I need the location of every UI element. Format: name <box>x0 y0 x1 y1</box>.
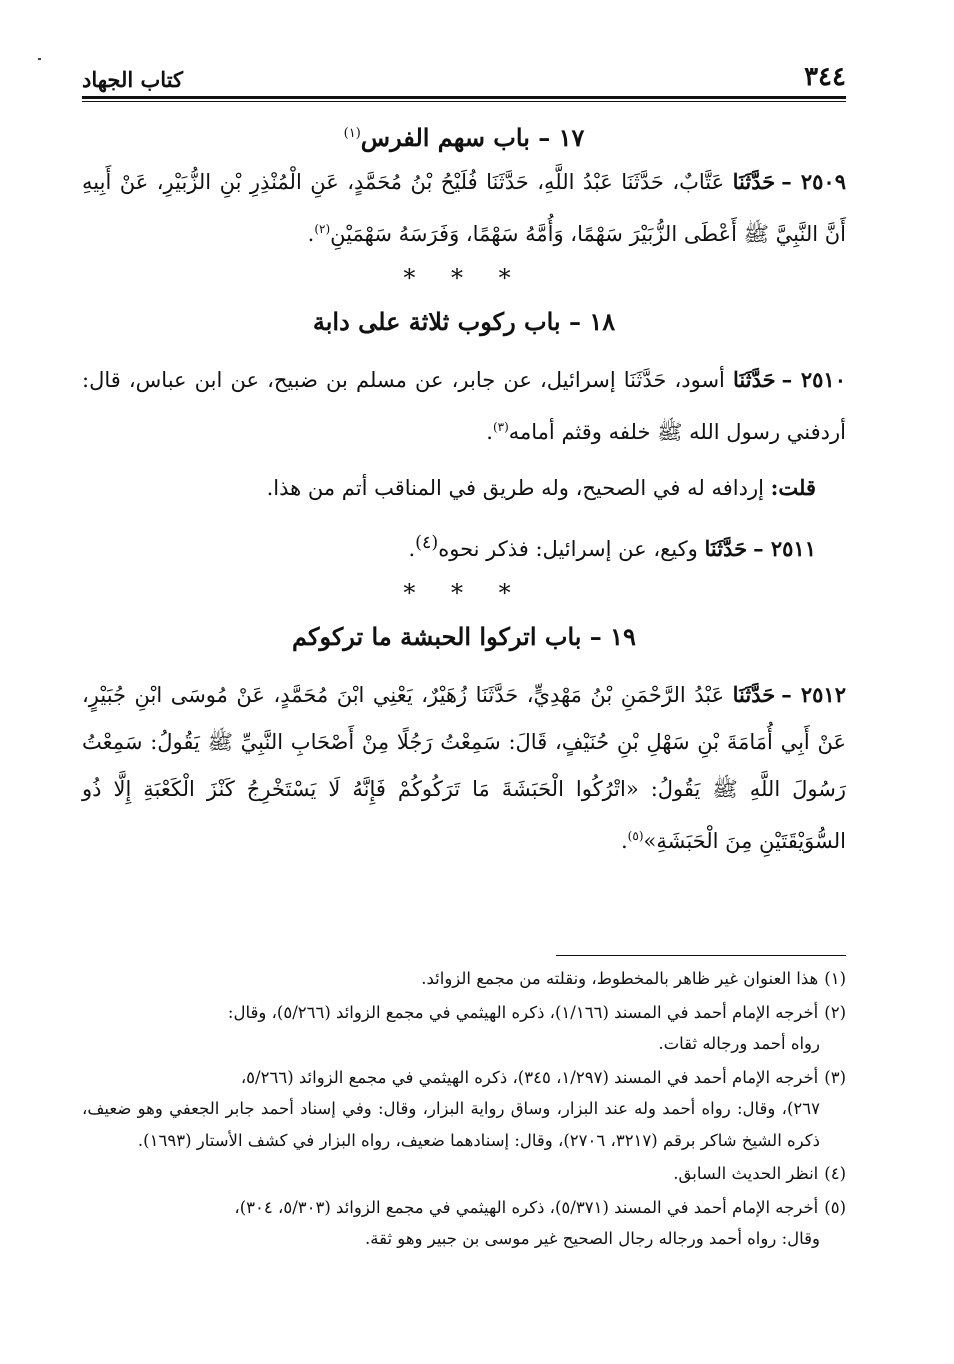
section-separator: * * * <box>403 264 525 292</box>
chapter-title-19-text: ١٩ – باب اتركوا الحبشة ما تركوكم <box>292 622 636 651</box>
narration-word: حَدَّثَنَا <box>704 536 748 561</box>
hadith-number: ٢٥١١ – <box>753 536 816 561</box>
footnotes <box>82 963 846 1257</box>
footnote-1 <box>82 963 846 995</box>
narration-word: حَدَّثَنَا <box>732 169 776 194</box>
footnote-rule <box>556 955 846 956</box>
footnote-text: انظر الحديث السابق. <box>673 1164 819 1183</box>
hadith-number: ٢٥١٢ – <box>781 682 846 707</box>
book-title: كتاب الجهاد <box>82 67 184 92</box>
header-rule-thick <box>82 96 846 99</box>
main-text <box>82 110 846 865</box>
footnote-ref-1: (١) <box>343 126 361 141</box>
hadith-end: . <box>307 222 315 246</box>
header-rule-thin <box>82 101 846 102</box>
footnote-number: (٢) <box>824 1002 846 1022</box>
footnote-number: (٤) <box>824 1164 846 1183</box>
footnote-continuation: ٢٦٧)، وقال: رواه أحمد وله عند البزار، وساق رواية البزار، وقال: وفي إسناد أحمد جابر الجعفي وهو ضعيف، ذكره الشيخ شاكر برقم (٣٢١٧، ٢٧٠٦)، وقال: إسنادهما ضعيف، رواه البزار في كشف الأستار (١٦٩٣). <box>82 1099 820 1150</box>
hadith-2511: ٢٥١١ –حَدَّثَنَا وكيع، عن إسرائيل: فذكر نحوه$^{(٤)}$. <box>408 533 816 561</box>
footnote-ref-4: (٤) <box>415 533 439 553</box>
page-number: ٣٤٤ <box>804 62 846 92</box>
spacer <box>82 661 846 671</box>
scan-mark <box>38 58 41 60</box>
footnote-2 <box>82 997 846 1060</box>
footnote-text: أخرجه الإمام أحمد في المسند (٥/٣٧١)، ذكره الهيثمي في مجمع الزوائد (٥/٣٠٣، ٣٠٤)، <box>234 1197 819 1217</box>
hadith-2512: ٢٥١٢ –حَدَّثَنَا عَبْدُ الرَّحْمَنِ بْنُ مَهْدِيٍّ، حَدَّثَنَا زُهَيْرٌ، يَعْنِي ابْنَ مُحَمَّدٍ، عَنْ مُوسَى ابْنِ جُبَيْرٍ، عَنْ أَبِي أُمَامَةَ بْنِ سَهْلِ بْنِ حُنَيْفٍ، قَالَ: سَمِعْتُ رَجُلًا مِنْ أَصْحَابِ النَّبِيِّ ﷺ يَقُولُ: سَمِعْتُ رَسُولَ اللَّهِ ﷺ يَقُولُ: «اتْرُكُوا الْحَبَشَةَ مَا تَرَكُوكُمْ فَإِنَّهُ لَا يَسْتَخْرِجُ كَنْزَ الْكَعْبَةِ إِلَّا ذُو السُّوَيْقَتَيْنِ مِنَ الْحَبَشَةِ»$^{(٥)}$. <box>82 682 846 853</box>
footnote-number: (٥) <box>824 1197 846 1217</box>
hadith-number: ٢٥١٠ – <box>781 367 846 392</box>
section-separator: * * * <box>403 579 525 607</box>
hadith-text: عَبْدُ الرَّحْمَنِ بْنُ مَهْدِيٍّ، حَدَّثَنَا زُهَيْرٌ، يَعْنِي ابْنَ مُحَمَّدٍ، عَنْ مُوسَى ابْنِ جُبَيْرٍ، عَنْ أَبِي أُمَامَةَ بْنِ سَهْلِ بْنِ حُنَيْفٍ، قَالَ: سَمِعْتُ رَجُلًا مِنْ أَصْحَابِ النَّبِيِّ ﷺ يَقُولُ: سَمِعْتُ رَسُولَ اللَّهِ ﷺ يَقُولُ: «اتْرُكُوا الْحَبَشَةَ مَا تَرَكُوكُمْ فَإِنَّهُ لَا يَسْتَخْرِجُ كَنْزَ الْكَعْبَةِ إِلَّا ذُو السُّوَيْقَتَيْنِ مِنَ الْحَبَشَةِ» <box>82 683 846 853</box>
hadith-number: ٢٥٠٩ – <box>781 169 846 194</box>
hadith-2510: ٢٥١٠ –حَدَّثَنَا أسود، حَدَّثَنَا إسرائيل، عن جابر، عن مسلم بن ضبيح، عن ابن عباس، قال: أردفني رسول الله ﷺ خلفه وقثم أمامه$^{(٣)}$. <box>82 367 846 444</box>
comment-text: إردافه له في الصحيح، وله طريق في المناقب أتم من هذا. <box>266 476 764 500</box>
footnote-text: أخرجه الإمام أحمد في المسند (١/٢٩٧، ٣٤٥)، ذكره الهيثمي في مجمع الزوائد (٥/٢٦٦، <box>240 1067 819 1087</box>
running-header <box>82 52 846 92</box>
comment-label: قلت: <box>770 475 816 500</box>
hadith-2509 <box>82 158 846 258</box>
chapter-title-17 <box>82 110 846 158</box>
narration-word: حَدَّثَنَا <box>732 682 776 707</box>
editor-comment <box>82 464 846 512</box>
footnote-continuation: وقال: رواه أحمد ورجاله رجال الصحيح غير موسى بن جبير وهو ثقة. <box>365 1229 820 1248</box>
hadith-text: عَتَّابٌ، حَدَّثَنَا عَبْدُ اللَّهِ، حَدَّثَنَا فُلَيْحُ بْنُ مُحَمَّدٍ، عَنِ الْمُنْذِرِ بْنِ الزُّبَيْرِ، عَنْ أَبِيهِ أَنَّ النَّبِيَّ ﷺ أَعْطَى الزُّبَيْرَ سَهْمًا، وَأُمَّهُ سَهْمًا، وَفَرَسَهُ سَهْمَيْنِ <box>82 170 846 246</box>
footnote-4 <box>82 1158 846 1190</box>
narration-word: حَدَّثَنَا <box>733 367 776 392</box>
footnote-number: (٣) <box>824 1067 846 1087</box>
chapter-title-19 <box>82 613 846 661</box>
chapter-title-17-text: ١٧ – باب سهم الفرس <box>360 123 585 152</box>
spacer <box>82 346 846 356</box>
footnote-ref-2: (٢) <box>314 222 331 236</box>
hadith-text: وكيع، عن إسرائيل: فذكر نحوه <box>438 537 698 561</box>
footnote-ref-5: (٥) <box>627 829 644 843</box>
footnote-3 <box>82 1062 846 1157</box>
footnote-5 <box>82 1192 846 1255</box>
chapter-title-18 <box>82 298 846 346</box>
hadith-text: أسود، حَدَّثَنَا إسرائيل، عن جابر، عن مسلم بن ضبيح، عن ابن عباس، قال: أردفني رسول الله ﷺ خلفه وقثم أمامه <box>82 368 846 444</box>
footnote-text: أخرجه الإمام أحمد في المسند (١/١٦٦)، ذكره الهيثمي في مجمع الزوائد (٥/٢٦٦)، وقال: <box>227 1002 819 1022</box>
chapter-title-18-text: ١٨ – باب ركوب ثلاثة على دابة <box>312 307 616 336</box>
footnote-number: (١) <box>824 969 846 988</box>
footnote-continuation: رواه أحمد ورجاله ثقات. <box>658 1034 820 1053</box>
footnote-text: هذا العنوان غير ظاهر بالمخطوط، ونقلته من مجمع الزوائد. <box>421 969 819 988</box>
footnote-ref-3: (٣) <box>492 420 509 434</box>
